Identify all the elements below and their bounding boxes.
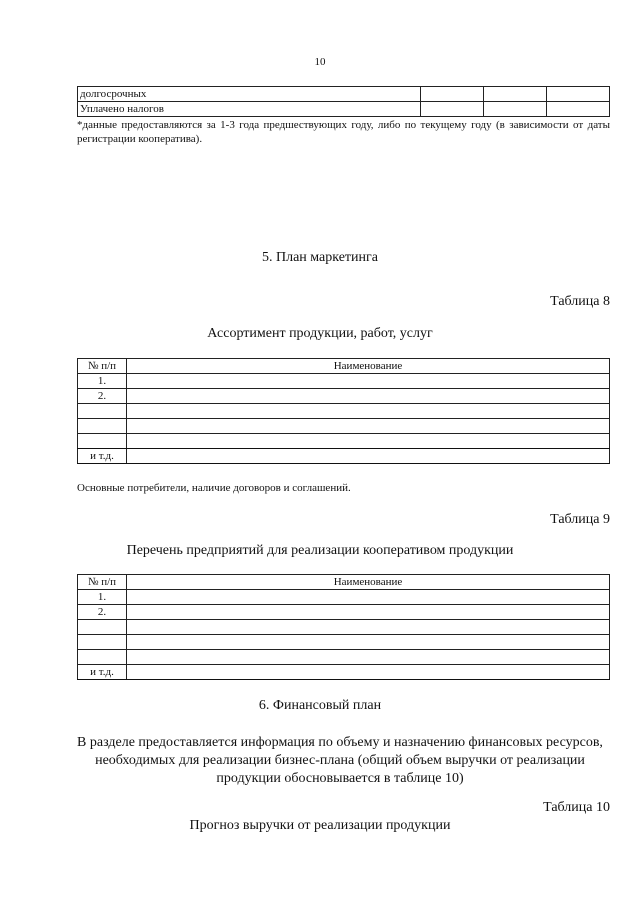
table-cell [547,87,610,102]
section-5-title: 5. План маркетинга [261,250,378,265]
row-number [78,635,127,650]
table-8-title: Ассортимент продукции, работ, услуг [207,326,433,341]
section-6-paragraph: В разделе предоставляется информация по объему и назначению финансовых ресурсов, необходимых для реализации бизнес-плана (общий объем выручки от реализации продукции обосновывается в таблице 10) [77,735,603,786]
table-8-assortment [77,358,610,464]
table-row [78,404,610,419]
taxes-table-fragment [77,86,610,117]
table-9-enterprises [77,574,610,680]
table-row [78,389,610,404]
table-cell [127,434,610,449]
table-cell [484,102,547,117]
table-row [78,87,610,102]
footnote: *данные предоставляются за 1-3 года предшествующих году, либо по текущему году (в зависимости от даты регистрации кооператива). [77,119,610,145]
table-cell [127,389,610,404]
table-row [78,419,610,434]
row-label-taxes-paid: Уплачено налогов [78,102,421,117]
row-number [78,434,127,449]
row-number: и т.д. [78,665,127,680]
column-header-name: Наименование [127,359,610,374]
table-row [78,665,610,680]
table-header-row [78,575,610,590]
consumers-text: Основные потребители, наличие договоров и соглашений. [77,482,351,494]
table-10-label: Таблица 10 [543,800,610,815]
table-9-title: Перечень предприятий для реализации кооперативом продукции [126,543,514,558]
table-row [78,434,610,449]
table-cell [421,87,484,102]
table-cell [547,102,610,117]
table-cell [127,650,610,665]
column-header-number: № п/п [78,575,127,590]
row-number [78,404,127,419]
row-number: 1. [78,590,127,605]
table-cell [127,404,610,419]
row-number: 2. [78,605,127,620]
row-number [78,419,127,434]
table-cell [127,635,610,650]
table-row [78,620,610,635]
table-row [78,635,610,650]
table-cell [127,605,610,620]
page-number: 10 [314,56,326,68]
row-number [78,650,127,665]
table-row [78,590,610,605]
table-cell [127,590,610,605]
table-cell [127,419,610,434]
table-row [78,449,610,464]
table-9-label: Таблица 9 [550,512,610,527]
row-number: и т.д. [78,449,127,464]
table-cell [127,374,610,389]
table-row [78,102,610,117]
row-label-longterm: долгосрочных [78,87,421,102]
row-number: 2. [78,389,127,404]
section-6-title: 6. Финансовый план [258,698,382,713]
column-header-name: Наименование [127,575,610,590]
table-10-title: Прогноз выручки от реализации продукции [189,818,451,833]
table-row [78,650,610,665]
table-row [78,605,610,620]
table-cell [127,449,610,464]
table-8-label: Таблица 8 [550,294,610,309]
column-header-number: № п/п [78,359,127,374]
row-number: 1. [78,374,127,389]
table-cell [484,87,547,102]
table-cell [127,620,610,635]
table-header-row [78,359,610,374]
table-cell [421,102,484,117]
table-row [78,374,610,389]
table-cell [127,665,610,680]
row-number [78,620,127,635]
